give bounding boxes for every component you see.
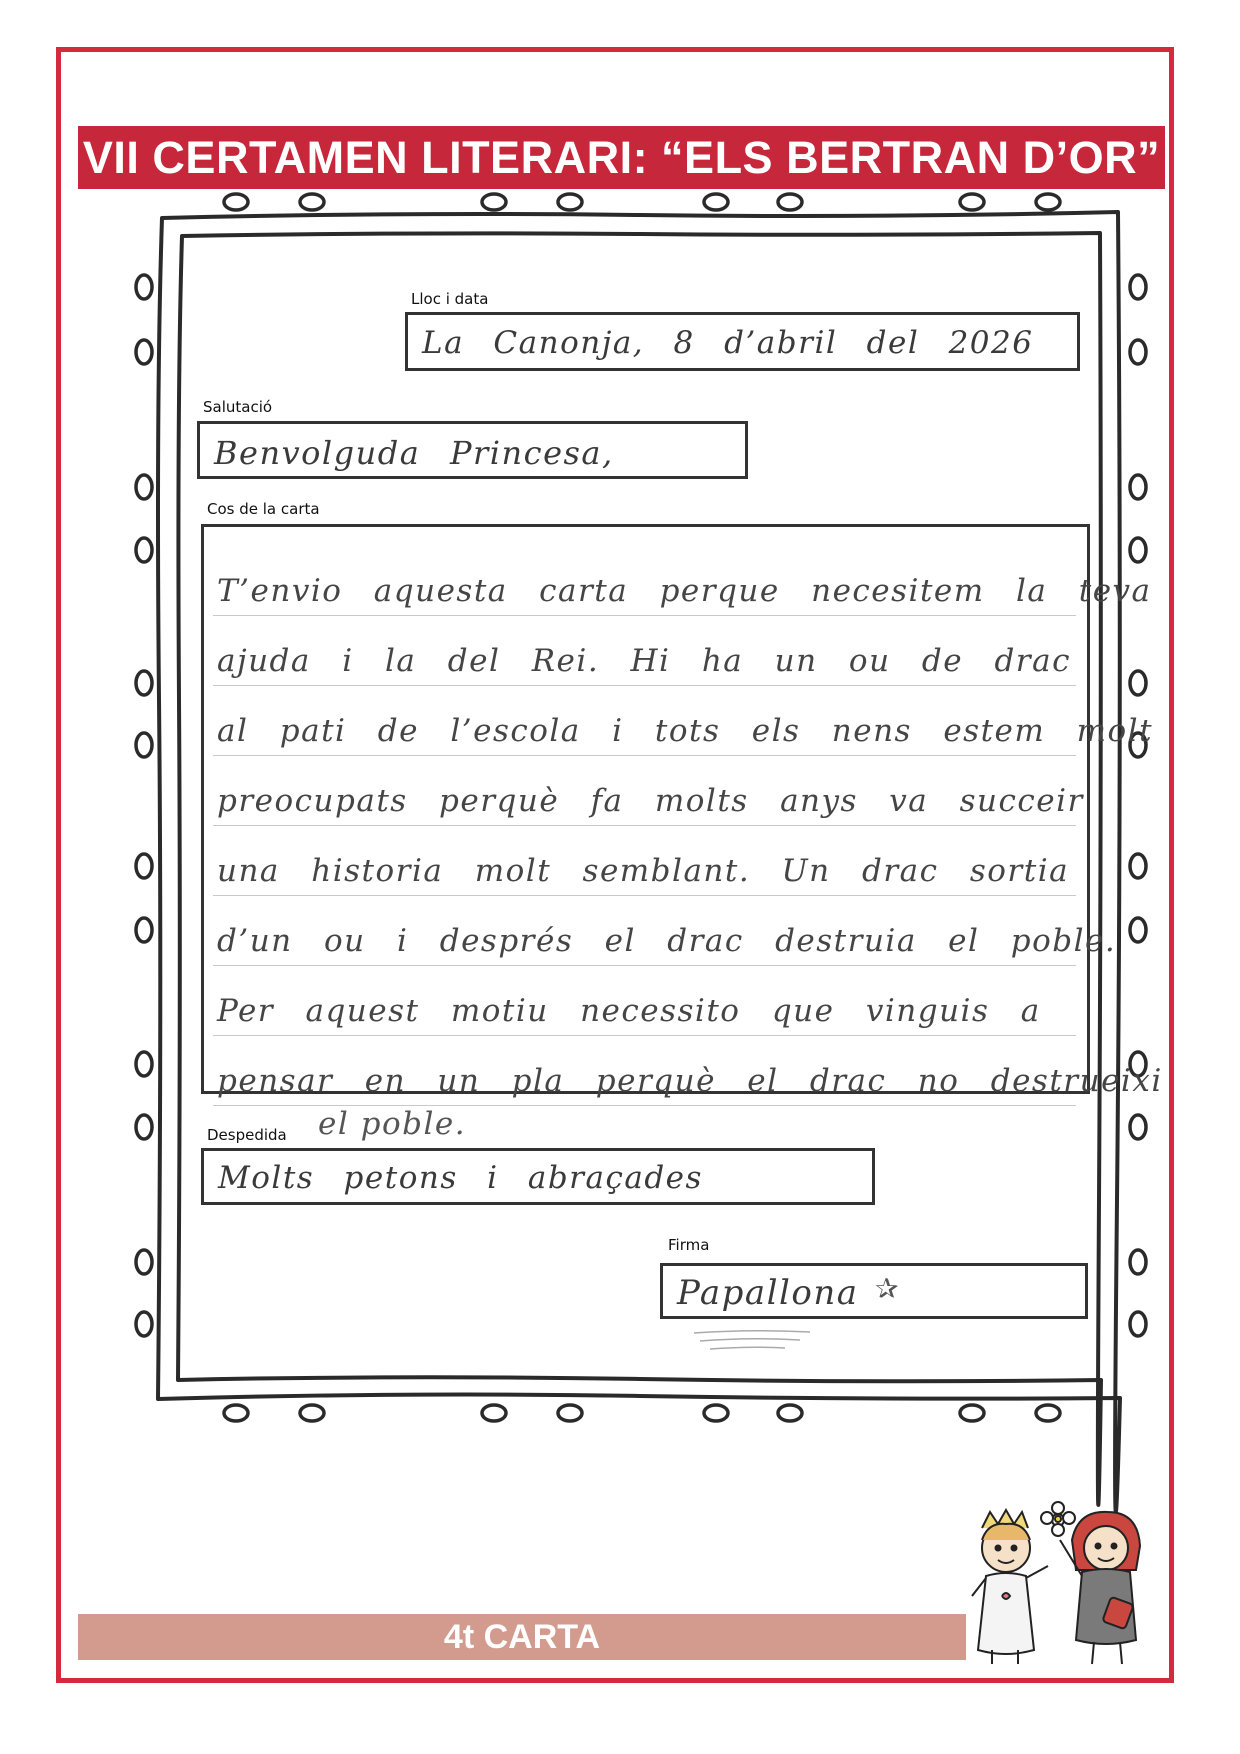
place-date-label: Lloc i data [411,290,489,308]
page-title: VII CERTAMEN LITERARI: “ELS BERTRAN D’OR” [78,126,1165,189]
signature-underline-icon [690,1325,820,1355]
place-date-field[interactable] [405,312,1080,371]
body-line-text: una historia molt semblant. Un drac sortia [217,853,1070,889]
body-line-overflow: el poble. [318,1106,467,1142]
closing-field[interactable] [201,1148,875,1205]
body-line-text: T’envio aquesta carta perque necesitem la teva [217,573,1152,609]
body-line [213,686,1154,756]
body-line [213,966,1076,1036]
body-label: Cos de la carta [207,500,320,518]
greeting-value: Benvolguda Princesa, [214,434,614,472]
body-line [213,616,1076,686]
star-icon: ✰ [875,1273,899,1304]
closing-value: Molts petons i abraçades [218,1160,703,1196]
body-line-text: ajuda i la del Rei. Hi ha un ou de drac [217,643,1071,679]
signature-field[interactable] [660,1263,1088,1319]
body-line-text: d’un ou i després el drac destruia el poble. [217,923,1117,959]
mascot-children-icon [968,1500,1168,1670]
signature-value: Papallona [677,1273,859,1313]
greeting-field[interactable] [197,421,748,479]
body-line-text: pensar en un pla perquè el drac no destrueixi [217,1063,1163,1099]
body-line [213,756,1084,826]
body-line [213,896,1117,966]
body-line-text: Per aquest motiu necessito que vinguis a [217,993,1041,1029]
body-line-text: preocupats perquè fa molts anys va succeir [217,783,1084,819]
footer-label: 4t CARTA [78,1614,966,1660]
closing-label: Despedida [207,1126,287,1144]
place-date-value: La Canonja, 8 d’abril del 2026 [422,325,1034,361]
body-line [213,546,1152,616]
signature-label: Firma [668,1236,710,1254]
greeting-label: Salutació [203,398,273,416]
body-line [213,1036,1163,1106]
body-line [213,826,1076,896]
body-line-text: al pati de l’escola i tots els nens estem molt [217,713,1154,749]
